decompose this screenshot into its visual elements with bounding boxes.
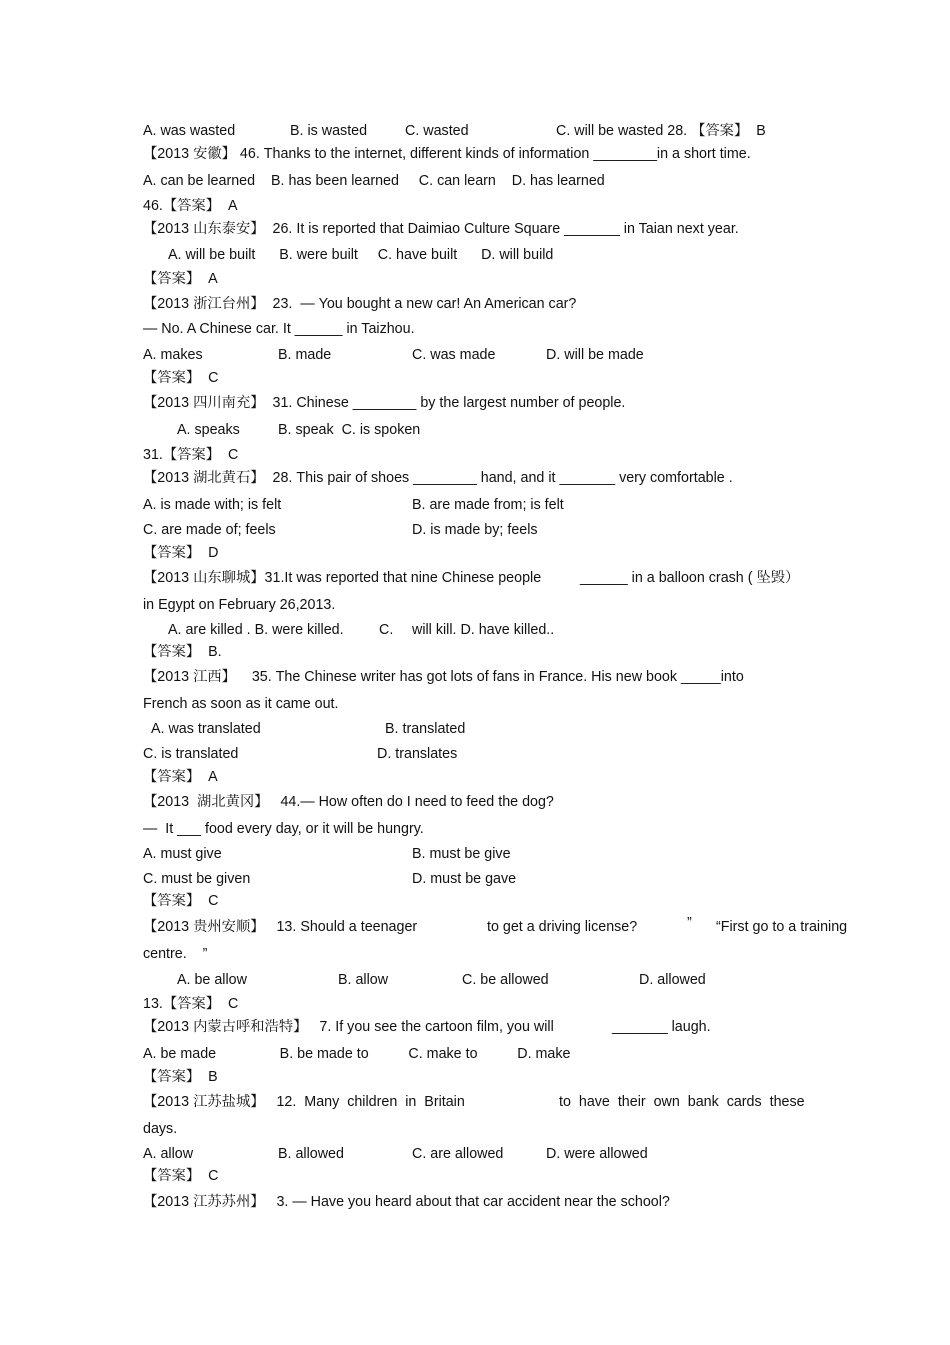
answer-line: 【答案】 A [143, 769, 218, 785]
option-line: D. must be gave [412, 871, 517, 887]
question-line: “First go to a training [716, 919, 848, 935]
question-line: 【2013 山东聊城】31.It was reported that nine Chinese people [143, 570, 542, 586]
option-line: B. made [278, 347, 332, 363]
option-line: C. are allowed [412, 1146, 504, 1162]
option-line: A. be made B. be made to C. make to D. make [143, 1046, 571, 1062]
answer-line: 31.【答案】 C [143, 447, 239, 463]
question-line: in Egypt on February 26,2013. [143, 597, 336, 613]
question-line: 【2013 内蒙古呼和浩特】 7. If you see the cartoon film, you will [143, 1019, 554, 1035]
question-line: 【2013 湖北黄石】 28. This pair of shoes ________ hand, and it _______ very comfortable . [143, 470, 733, 486]
option-line: C. will be wasted 28. 【答案】 B [556, 123, 766, 139]
option-line: D. is made by; feels [412, 522, 538, 538]
option-line: A. be allow [177, 972, 247, 988]
question-line: to get a driving license? [487, 919, 638, 935]
answer-line: 【答案】 C [143, 370, 219, 386]
question-line: 【2013 湖北黄冈】 44.— How often do I need to feed the dog? [143, 794, 554, 810]
question-line: 【2013 江苏苏州】 3. — Have you heard about that car accident near the school? [143, 1194, 670, 1210]
answer-line: 【答案】 C [143, 1168, 219, 1184]
option-line: A. must give [143, 846, 222, 862]
option-line: A. will be built B. were built C. have built D. will build [168, 247, 554, 263]
option-line: C. are made of; feels [143, 522, 276, 538]
option-line: B. must be give [412, 846, 511, 862]
option-line: B. speak C. is spoken [278, 422, 421, 438]
option-line: D. were allowed [546, 1146, 648, 1162]
question-line: 【2013 山东泰安】 26. It is reported that Daimiao Culture Square _______ in Taian next year. [143, 221, 739, 237]
option-line: B. allowed [278, 1146, 344, 1162]
option-line: B. allow [338, 972, 389, 988]
answer-line: 【答案】 A [143, 271, 218, 287]
question-line: French as soon as it came out. [143, 696, 339, 712]
question-line: to have their own bank cards these [559, 1094, 805, 1110]
option-line: A. allow [143, 1146, 194, 1162]
question-line: — It ___ food every day, or it will be hungry. [143, 821, 424, 837]
option-line: A. was translated [151, 721, 261, 737]
option-line: C. is translated [143, 746, 239, 762]
question-line: 【2013 江西】 35. The Chinese writer has got lots of fans in France. His new book _____into [143, 669, 744, 685]
option-line: D. allowed [639, 972, 706, 988]
question-line: ” [687, 915, 692, 931]
option-line: will kill. D. have killed.. [412, 622, 555, 638]
question-line: 【2013 江苏盐城】 12. Many children in Britain [143, 1094, 465, 1110]
option-line: A. makes [143, 347, 203, 363]
question-line: _______ laugh. [612, 1019, 711, 1035]
option-line: D. will be made [546, 347, 644, 363]
option-line: A. is made with; is felt [143, 497, 282, 513]
question-line: days. [143, 1121, 178, 1137]
option-line: C. must be given [143, 871, 251, 887]
question-line: 【2013 四川南充】 31. Chinese ________ by the largest number of people. [143, 395, 626, 411]
question-line: ______ in a balloon crash ( 坠毁） [580, 570, 800, 586]
option-line: B. is wasted [290, 123, 368, 139]
option-line: A. are killed . B. were killed. [168, 622, 344, 638]
option-line: A. was wasted [143, 123, 236, 139]
option-line: D. translates [377, 746, 458, 762]
option-line: C. was made [412, 347, 496, 363]
answer-line: 【答案】 B [143, 1069, 218, 1085]
answer-line: 【答案】 C [143, 893, 219, 909]
option-line: A. can be learned B. has been learned C. can learn D. has learned [143, 173, 605, 189]
question-line: centre. ” [143, 946, 208, 962]
question-line: 【2013 贵州安顺】 13. Should a teenager [143, 919, 418, 935]
answer-line: 【答案】 D [143, 545, 219, 561]
option-line: B. are made from; is felt [412, 497, 564, 513]
answer-line: 13.【答案】 C [143, 996, 239, 1012]
question-line: — No. A Chinese car. It ______ in Taizhou. [143, 321, 415, 337]
option-line: C. be allowed [462, 972, 549, 988]
question-line: 【2013 浙江台州】 23. — You bought a new car! An American car? [143, 296, 577, 312]
option-line: B. translated [385, 721, 466, 737]
answer-line: 【答案】 B. [143, 644, 222, 660]
answer-line: 46.【答案】 A [143, 198, 238, 214]
question-line: 【2013 安徽】 46. Thanks to the internet, different kinds of information ________in a short time. [143, 146, 751, 162]
option-line: C. wasted [405, 123, 469, 139]
option-line: C. [379, 622, 394, 638]
option-line: A. speaks [177, 422, 240, 438]
